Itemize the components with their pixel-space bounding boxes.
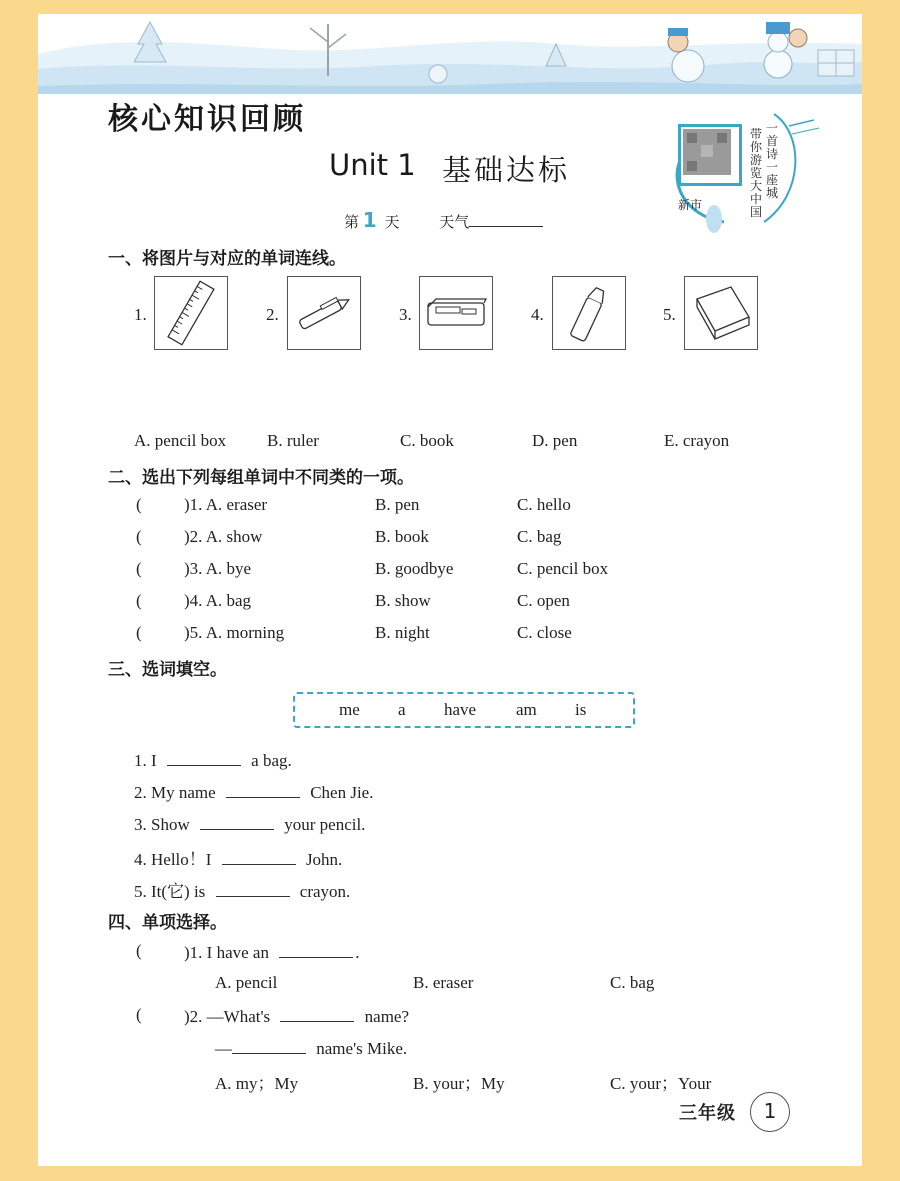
word-bank-a: a [398,700,406,719]
page-number: 1 [763,1099,777,1123]
q1-option-b[interactable]: B. eraser [413,973,474,992]
weather-blank[interactable] [469,210,543,227]
fill-sentence-1 [134,749,292,771]
question-stem: )1. I have an [184,943,269,962]
part3-heading: 三、选词填空。 [108,660,227,680]
answer-paren[interactable]: ( [136,591,142,610]
word-option-b[interactable]: B. ruler [267,431,319,450]
dash: — [215,1039,232,1058]
word-bank-is: is [575,700,587,719]
answer-paren[interactable]: ( [136,623,142,642]
qr-code[interactable] [678,124,742,186]
picture-number-4: 4. [531,305,544,324]
fill-sentence-2 [134,781,373,803]
fill-blank[interactable] [167,749,241,766]
sentence-end: crayon. [299,882,351,901]
section-title: 核心知识回顾 [108,102,306,137]
qr-caption-1: 带你游览大中国 [750,127,763,219]
answer-paren[interactable]: ( [136,559,142,578]
part1-heading: 一、将图片与对应的单词连线。 [108,249,346,269]
question-option-b: B. book [375,527,429,546]
sentence-end: a bag. [251,751,292,770]
question-option-b: B. pen [375,495,420,514]
word-option-d[interactable]: D. pen [532,431,578,450]
fill-blank[interactable] [279,941,353,958]
question-option-a: )5. A. morning [184,623,285,642]
choice-question-2-reply [215,1037,407,1059]
unit-title: Unit 1 [329,148,416,182]
q1-option-a[interactable]: A. pencil [215,973,278,992]
choice-question-2 [184,1005,409,1027]
q1-option-c[interactable]: C. bag [610,973,655,992]
sentence-start: 1. I [134,751,157,770]
picture-box-5 [684,276,758,350]
word-option-c[interactable]: C. book [400,431,454,450]
sentence-end: John. [305,850,343,869]
winter-banner-illustration [38,14,862,94]
fill-blank[interactable] [222,848,296,865]
question-option-c: C. open [517,591,570,610]
word-option-e[interactable]: E. crayon [664,431,730,450]
fill-blank[interactable] [232,1037,306,1054]
question-option-b: B. goodbye [375,559,454,578]
crayon-icon [553,277,625,349]
sentence-end: Chen Jie. [310,783,374,802]
picture-number-5: 5. [663,305,676,324]
q2-option-a[interactable]: A. my；My [215,1074,299,1093]
question-end: name? [364,1007,410,1026]
picture-box-1 [154,276,228,350]
book-icon [685,277,757,349]
fill-blank[interactable] [226,781,300,798]
fill-sentence-5 [134,877,350,902]
day-line [344,208,543,232]
question-option-c: C. bag [517,527,562,546]
sentence-start: 5. It(它) is [134,882,206,901]
q2-option-c[interactable]: C. your；Your [610,1074,712,1093]
picture-box-2 [287,276,361,350]
choice-question-1 [184,941,359,963]
word-bank-box [293,692,635,728]
qr-caption-location: 新市 [678,198,703,212]
question-stem: )2. —What's [184,1007,271,1026]
page-number-badge [750,1092,790,1132]
answer-paren[interactable]: ( [136,527,142,546]
word-option-a[interactable]: A. pencil box [134,431,227,450]
answer-paren[interactable]: ( [136,941,142,960]
qr-code-panel [654,104,824,234]
picture-number-1: 1. [134,305,147,324]
picture-box-4 [552,276,626,350]
fill-blank[interactable] [216,880,290,897]
part2-heading: 二、选出下列每组单词中不同类的一项。 [108,468,414,488]
reply-end: name's Mike. [316,1039,408,1058]
day-suffix: 天 [384,215,400,231]
pencil-box-icon [420,277,492,349]
picture-number-3: 3. [399,305,412,324]
question-end: . [355,943,360,962]
fill-sentence-3 [134,813,365,835]
fill-blank[interactable] [280,1005,354,1022]
picture-number-2: 2. [266,305,279,324]
sentence-start: 3. Show [134,815,190,834]
question-option-c: C. close [517,623,572,642]
worksheet-page [38,14,862,1166]
sentence-start: 2. My name [134,783,216,802]
question-option-b: B. night [375,623,430,642]
question-option-a: )2. A. show [184,527,263,546]
grade-label: 三年级 [679,1103,736,1124]
question-option-a: )4. A. bag [184,591,252,610]
word-bank-am: am [516,700,537,719]
question-option-b: B. show [375,591,431,610]
answer-paren[interactable]: ( [136,1005,142,1024]
sentence-start: 4. Hello！I [134,850,212,869]
word-bank-have: have [444,700,477,719]
pen-icon [288,277,360,349]
question-option-a: )3. A. bye [184,559,252,578]
unit-subtitle: 基础达标 [442,153,571,187]
day-prefix: 第 [344,215,360,231]
question-option-c: C. pencil box [517,559,609,578]
answer-paren[interactable]: ( [136,495,142,514]
sentence-end: your pencil. [284,815,366,834]
question-option-c: C. hello [517,495,571,514]
qr-pattern-icon [681,127,733,177]
question-option-a: )1. A. eraser [184,495,268,514]
word-bank-me: me [339,700,360,719]
fill-blank[interactable] [200,813,274,830]
q2-option-b[interactable]: B. your；My [413,1074,505,1093]
part4-heading: 四、单项选择。 [108,913,227,933]
qr-caption-2: 一首诗一座城 [766,121,779,200]
weather-label: 天气 [439,215,470,231]
fill-sentence-4 [134,845,342,870]
ruler-icon [155,277,227,349]
day-number: 1 [362,208,377,232]
picture-box-3 [419,276,493,350]
